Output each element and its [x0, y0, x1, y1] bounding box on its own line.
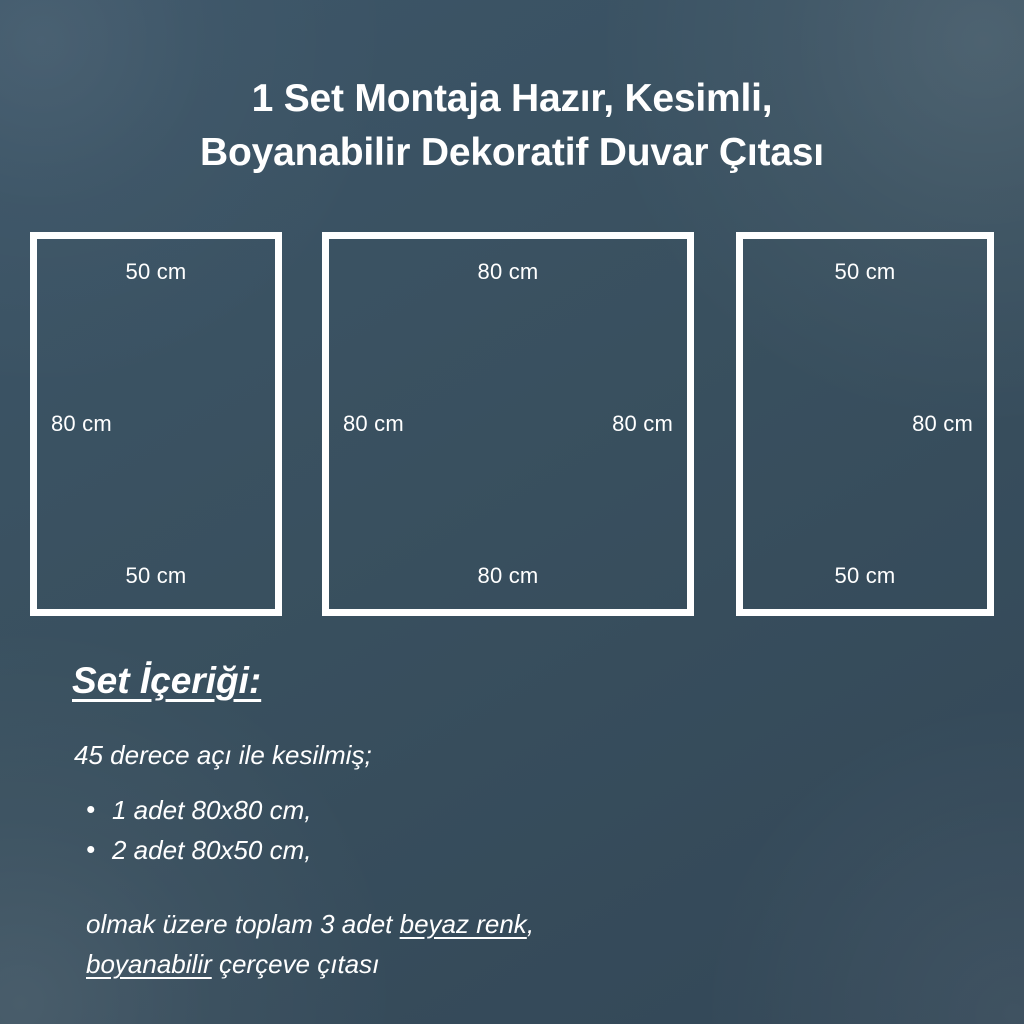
page-title-line-2: Boyanabilir Dekoratif Duvar Çıtası: [200, 130, 824, 174]
frame-left-top-dimension: 50 cm: [125, 259, 187, 284]
list-item: • 2 adet 80x50 cm,: [86, 831, 972, 871]
frame-right-top-dimension: 50 cm: [834, 259, 896, 284]
frame-50x80-left: [30, 232, 282, 616]
frame-diagram-group: [30, 232, 994, 616]
frame-center-left-dimension: 80 cm: [343, 411, 404, 436]
set-summary-text: [86, 904, 972, 985]
list-item: • 1 adet 80x80 cm,: [86, 791, 972, 831]
summary-emphasis-paintable: boyanabilir: [86, 949, 212, 980]
page-title-line-1: 1 Set Montaja Hazır, Kesimli,: [251, 77, 773, 120]
set-contents-heading: Set İçeriği:: [72, 660, 262, 701]
frame-left-bottom-dimension: 50 cm: [125, 563, 187, 588]
frame-50x80-right: [736, 232, 994, 616]
frame-right-bottom-dimension: 50 cm: [834, 563, 896, 588]
frame-80x80-center: [322, 232, 694, 616]
frame-center-top-dimension: 80 cm: [477, 259, 539, 284]
page-title: [0, 72, 1024, 180]
frame-left-side-dimension: 80 cm: [51, 411, 112, 436]
cut-angle-note: 45 derece açı ile kesilmiş;: [74, 740, 372, 770]
frame-center-right-dimension: 80 cm: [612, 411, 673, 436]
set-contents-list: [72, 791, 972, 870]
frame-right-side-dimension: 80 cm: [912, 411, 973, 436]
summary-emphasis-color: beyaz renk: [399, 909, 527, 940]
set-contents-section: [72, 660, 972, 985]
summary-part-2: ,: [526, 909, 535, 940]
frame-center-bottom-dimension: 80 cm: [477, 563, 539, 588]
summary-part-3: çerçeve çıtası: [211, 949, 380, 980]
summary-part-1: olmak üzere toplam 3 adet: [86, 909, 400, 940]
